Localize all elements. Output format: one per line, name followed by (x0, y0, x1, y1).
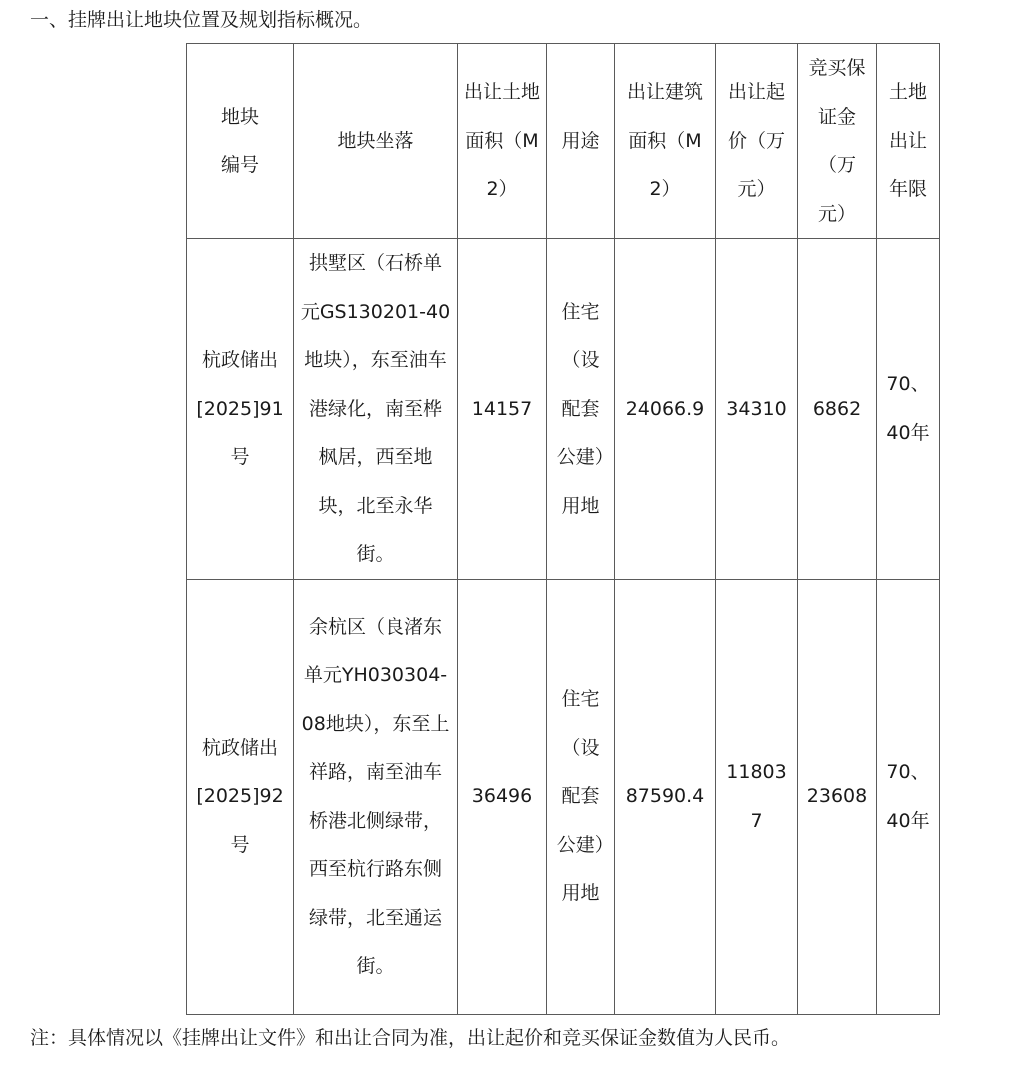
table-row (187, 579, 940, 1014)
cell-land-area: 14157 (458, 239, 547, 580)
cell-use: 住宅（设配套公建）用地 (547, 579, 615, 1014)
land-parcel-table (186, 43, 940, 1015)
header-building-area: 出让建筑面积（M2） (615, 44, 716, 239)
cell-location: 余杭区（良渚东单元YH030304-08地块），东至上祥路，南至油车桥港北侧绿带，西至杭行路东侧绿带，北至通运街。 (294, 579, 458, 1014)
cell-deposit: 23608 (798, 579, 877, 1014)
cell-building-area: 24066.9 (615, 239, 716, 580)
cell-use: 住宅（设配套公建）用地 (547, 239, 615, 580)
cell-term: 70、40年 (877, 579, 940, 1014)
header-start-price: 出让起价（万元） (716, 44, 798, 239)
header-use: 用途 (547, 44, 615, 239)
cell-term: 70、40年 (877, 239, 940, 580)
header-parcel-id: 地块编号 (187, 44, 294, 239)
cell-start-price: 34310 (716, 239, 798, 580)
header-term: 土地出让年限 (877, 44, 940, 239)
table-header-row (187, 44, 940, 239)
footnote: 注：具体情况以《挂牌出让文件》和出让合同为准，出让起价和竞买保证金数值为人民币。 (30, 1027, 791, 1049)
cell-deposit: 6862 (798, 239, 877, 580)
header-location: 地块坐落 (294, 44, 458, 239)
cell-start-price: 118037 (716, 579, 798, 1014)
cell-location: 拱墅区（石桥单元GS130201-40地块），东至油车港绿化，南至桦枫居，西至地块，北至永华街。 (294, 239, 458, 580)
table-row (187, 239, 940, 580)
section-heading: 一、挂牌出让地块位置及规划指标概况。 (30, 9, 373, 31)
cell-parcel-id: 杭政储出[2025]91号 (187, 239, 294, 580)
cell-building-area: 87590.4 (615, 579, 716, 1014)
cell-parcel-id: 杭政储出[2025]92号 (187, 579, 294, 1014)
header-land-area: 出让土地面积（M2） (458, 44, 547, 239)
cell-land-area: 36496 (458, 579, 547, 1014)
header-deposit: 竞买保证金（万元） (798, 44, 877, 239)
